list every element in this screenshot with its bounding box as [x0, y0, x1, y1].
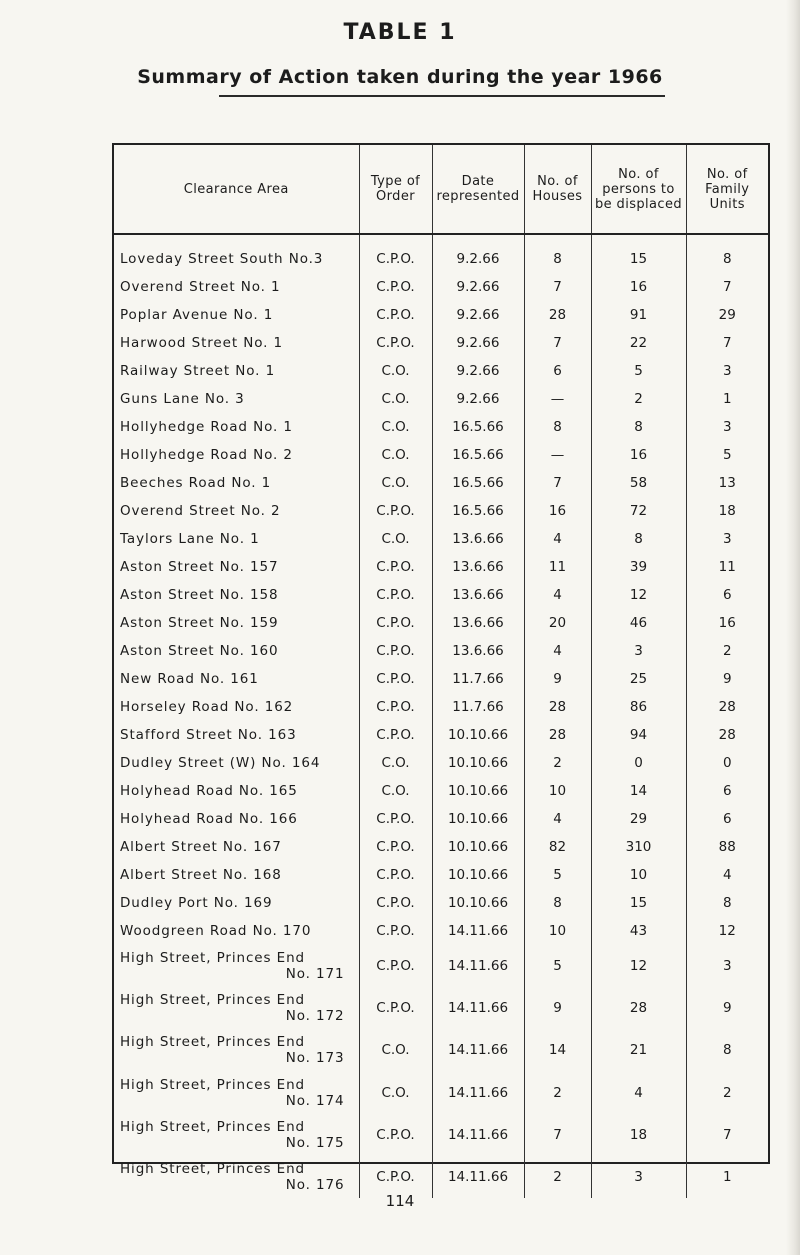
cell-type-of-order: C.P.O. [359, 805, 432, 833]
table-row [114, 357, 768, 385]
cell-date-represented: 10.10.66 [432, 777, 524, 805]
cell-family-units: 8 [686, 1029, 768, 1071]
cell-clearance-area: Loveday Street South No.3 [120, 251, 324, 267]
cell-date-represented: 14.11.66 [432, 1156, 524, 1198]
table-row [114, 637, 768, 665]
cell-type-of-order: C.P.O. [359, 637, 432, 665]
cell-persons-displaced: 29 [591, 805, 686, 833]
cell-date-represented: 13.6.66 [432, 525, 524, 553]
table-row [114, 1029, 768, 1071]
table-body [114, 234, 768, 1198]
cell-no-of-houses: 7 [524, 273, 591, 301]
page-subtitle: Summary of Action taken during the year 1966 [137, 66, 663, 88]
area-line-2: No. 175 [285, 1134, 345, 1151]
cell-clearance-area: Railway Street No. 1 [120, 363, 276, 379]
cell-type-of-order: C.P.O. [359, 234, 432, 273]
cell-type-of-order: C.P.O. [359, 987, 432, 1029]
cell-clearance-area [114, 987, 359, 1029]
cell-family-units: 28 [686, 693, 768, 721]
cell-date-represented: 9.2.66 [432, 385, 524, 413]
cell-persons-displaced: 12 [591, 581, 686, 609]
table-row [114, 273, 768, 301]
cell-persons-displaced: 43 [591, 917, 686, 945]
area-line-1: High Street, Princes End [120, 1034, 305, 1051]
cell-family-units: 3 [686, 357, 768, 385]
cell-type-of-order: C.O. [359, 525, 432, 553]
area-line-1: High Street, Princes End [120, 1118, 305, 1135]
cell-date-represented: 13.6.66 [432, 581, 524, 609]
cell-no-of-houses: 82 [524, 833, 591, 861]
cell-persons-displaced: 14 [591, 777, 686, 805]
table-row [114, 413, 768, 441]
table-row [114, 469, 768, 497]
cell-family-units: 13 [686, 469, 768, 497]
table-row [114, 301, 768, 329]
cell-no-of-houses: 10 [524, 917, 591, 945]
cell-family-units: 6 [686, 581, 768, 609]
subtitle-underline [219, 95, 665, 97]
cell-no-of-houses: 9 [524, 665, 591, 693]
cell-type-of-order: C.O. [359, 385, 432, 413]
cell-no-of-houses: 7 [524, 469, 591, 497]
cell-clearance-area: Overend Street No. 1 [120, 279, 281, 295]
cell-no-of-houses: 5 [524, 861, 591, 889]
cell-clearance-area: Dudley Street (W) No. 164 [120, 755, 321, 771]
table-row [114, 777, 768, 805]
cell-persons-displaced: 72 [591, 497, 686, 525]
header-date-represented: Date represented [432, 145, 524, 234]
cell-type-of-order: C.P.O. [359, 497, 432, 525]
cell-type-of-order: C.P.O. [359, 693, 432, 721]
page-edge [786, 0, 800, 1255]
cell-persons-displaced: 0 [591, 749, 686, 777]
cell-persons-displaced: 18 [591, 1114, 686, 1156]
cell-persons-displaced: 25 [591, 665, 686, 693]
cell-persons-displaced: 310 [591, 833, 686, 861]
cell-persons-displaced: 2 [591, 385, 686, 413]
cell-family-units: 6 [686, 777, 768, 805]
cell-persons-displaced: 46 [591, 609, 686, 637]
summary-table-frame [112, 143, 770, 1194]
cell-no-of-houses: 16 [524, 497, 591, 525]
cell-no-of-houses: 2 [524, 1072, 591, 1114]
cell-persons-displaced: 8 [591, 413, 686, 441]
cell-date-represented: 13.6.66 [432, 609, 524, 637]
cell-date-represented: 11.7.66 [432, 665, 524, 693]
cell-family-units: 0 [686, 749, 768, 777]
cell-type-of-order: C.O. [359, 1029, 432, 1071]
table-row [114, 693, 768, 721]
cell-no-of-houses: 2 [524, 1156, 591, 1198]
cell-no-of-houses: 4 [524, 525, 591, 553]
cell-clearance-area: Holyhead Road No. 166 [120, 811, 298, 827]
cell-no-of-houses: 11 [524, 553, 591, 581]
cell-type-of-order: C.O. [359, 469, 432, 497]
cell-family-units: 9 [686, 987, 768, 1029]
cell-clearance-area: Horseley Road No. 162 [120, 699, 294, 715]
cell-family-units: 29 [686, 301, 768, 329]
cell-persons-displaced: 22 [591, 329, 686, 357]
cell-type-of-order: C.P.O. [359, 581, 432, 609]
page-title: TABLE 1 [343, 20, 457, 45]
cell-clearance-area: Poplar Avenue No. 1 [120, 307, 274, 323]
cell-family-units: 2 [686, 637, 768, 665]
cell-date-represented: 9.2.66 [432, 301, 524, 329]
cell-date-represented: 16.5.66 [432, 441, 524, 469]
cell-clearance-area: Taylors Lane No. 1 [120, 531, 260, 547]
cell-no-of-houses: 4 [524, 805, 591, 833]
cell-date-represented: 13.6.66 [432, 553, 524, 581]
cell-date-represented: 16.5.66 [432, 469, 524, 497]
cell-date-represented: 9.2.66 [432, 273, 524, 301]
cell-date-represented: 14.11.66 [432, 987, 524, 1029]
cell-family-units: 16 [686, 609, 768, 637]
cell-no-of-houses: 8 [524, 889, 591, 917]
cell-family-units: 3 [686, 945, 768, 987]
cell-persons-displaced: 3 [591, 637, 686, 665]
cell-date-represented: 10.10.66 [432, 861, 524, 889]
cell-persons-displaced: 86 [591, 693, 686, 721]
table-row [114, 553, 768, 581]
cell-date-represented: 10.10.66 [432, 805, 524, 833]
cell-no-of-houses: — [524, 441, 591, 469]
cell-no-of-houses: 10 [524, 777, 591, 805]
cell-family-units: 2 [686, 1072, 768, 1114]
cell-clearance-area: Stafford Street No. 163 [120, 727, 297, 743]
cell-type-of-order: C.O. [359, 1072, 432, 1114]
cell-family-units: 8 [686, 889, 768, 917]
cell-date-represented: 10.10.66 [432, 721, 524, 749]
cell-family-units: 88 [686, 833, 768, 861]
cell-no-of-houses: 4 [524, 581, 591, 609]
cell-clearance-area: Holyhead Road No. 165 [120, 783, 298, 799]
cell-persons-displaced: 15 [591, 234, 686, 273]
cell-type-of-order: C.O. [359, 357, 432, 385]
cell-persons-displaced: 10 [591, 861, 686, 889]
header-clearance-area: Clearance Area [114, 145, 359, 234]
cell-date-represented: 9.2.66 [432, 234, 524, 273]
cell-type-of-order: C.P.O. [359, 329, 432, 357]
cell-family-units: 8 [686, 234, 768, 273]
table-row [114, 917, 768, 945]
cell-no-of-houses: 6 [524, 357, 591, 385]
table-row [114, 889, 768, 917]
table-row [114, 581, 768, 609]
table-row [114, 441, 768, 469]
cell-clearance-area: Woodgreen Road No. 170 [120, 923, 312, 939]
cell-family-units: 3 [686, 413, 768, 441]
cell-persons-displaced: 5 [591, 357, 686, 385]
area-line-1: High Street, Princes End [120, 950, 305, 967]
table-row [114, 1072, 768, 1114]
cell-type-of-order: C.P.O. [359, 301, 432, 329]
cell-date-represented: 14.11.66 [432, 1029, 524, 1071]
cell-persons-displaced: 16 [591, 273, 686, 301]
cell-persons-displaced: 4 [591, 1072, 686, 1114]
table-row [114, 721, 768, 749]
cell-date-represented: 14.11.66 [432, 1114, 524, 1156]
cell-family-units: 18 [686, 497, 768, 525]
cell-family-units: 6 [686, 805, 768, 833]
cell-clearance-area: Aston Street No. 160 [120, 643, 279, 659]
table-row [114, 609, 768, 637]
cell-no-of-houses: — [524, 385, 591, 413]
cell-persons-displaced: 58 [591, 469, 686, 497]
cell-type-of-order: C.O. [359, 749, 432, 777]
cell-no-of-houses: 9 [524, 987, 591, 1029]
cell-no-of-houses: 2 [524, 749, 591, 777]
cell-persons-displaced: 39 [591, 553, 686, 581]
cell-clearance-area: Aston Street No. 159 [120, 615, 279, 631]
table-row [114, 234, 768, 273]
cell-clearance-area: Dudley Port No. 169 [120, 895, 273, 911]
cell-clearance-area: Aston Street No. 158 [120, 587, 279, 603]
cell-type-of-order: C.O. [359, 777, 432, 805]
cell-no-of-houses: 8 [524, 413, 591, 441]
cell-clearance-area: Albert Street No. 168 [120, 867, 282, 883]
cell-no-of-houses: 28 [524, 721, 591, 749]
cell-persons-displaced: 8 [591, 525, 686, 553]
cell-family-units: 11 [686, 553, 768, 581]
cell-type-of-order: C.P.O. [359, 665, 432, 693]
cell-persons-displaced: 21 [591, 1029, 686, 1071]
cell-clearance-area: Albert Street No. 167 [120, 839, 282, 855]
table-row [114, 525, 768, 553]
header-persons-displaced: No. of persons to be displaced [591, 145, 686, 234]
cell-family-units: 28 [686, 721, 768, 749]
cell-date-represented: 14.11.66 [432, 945, 524, 987]
cell-type-of-order: C.P.O. [359, 833, 432, 861]
summary-table [114, 145, 768, 1198]
cell-type-of-order: C.P.O. [359, 553, 432, 581]
cell-clearance-area: Aston Street No. 157 [120, 559, 279, 575]
cell-persons-displaced: 3 [591, 1156, 686, 1198]
cell-no-of-houses: 28 [524, 693, 591, 721]
cell-type-of-order: C.P.O. [359, 889, 432, 917]
table-row [114, 861, 768, 889]
cell-type-of-order: C.P.O. [359, 609, 432, 637]
table-row [114, 833, 768, 861]
area-line-2: No. 174 [285, 1092, 345, 1109]
cell-persons-displaced: 91 [591, 301, 686, 329]
table-row [114, 805, 768, 833]
cell-persons-displaced: 15 [591, 889, 686, 917]
cell-no-of-houses: 7 [524, 329, 591, 357]
cell-no-of-houses: 8 [524, 234, 591, 273]
cell-date-represented: 9.2.66 [432, 329, 524, 357]
cell-date-represented: 10.10.66 [432, 749, 524, 777]
table-row [114, 329, 768, 357]
cell-date-represented: 16.5.66 [432, 413, 524, 441]
header-no-of-houses: No. of Houses [524, 145, 591, 234]
area-line-2: No. 173 [285, 1050, 345, 1067]
cell-clearance-area: Hollyhedge Road No. 2 [120, 447, 293, 463]
cell-clearance-area [114, 945, 359, 987]
area-line-2: No. 176 [285, 1177, 345, 1194]
cell-date-represented: 10.10.66 [432, 833, 524, 861]
cell-clearance-area [114, 1072, 359, 1114]
table-row [114, 1114, 768, 1156]
cell-clearance-area [114, 1114, 359, 1156]
cell-clearance-area: Harwood Street No. 1 [120, 335, 283, 351]
cell-family-units: 9 [686, 665, 768, 693]
table-row [114, 385, 768, 413]
table-row [114, 665, 768, 693]
cell-clearance-area: Beeches Road No. 1 [120, 475, 272, 491]
cell-type-of-order: C.P.O. [359, 917, 432, 945]
cell-type-of-order: C.O. [359, 441, 432, 469]
cell-family-units: 3 [686, 525, 768, 553]
cell-family-units: 1 [686, 1156, 768, 1198]
cell-no-of-houses: 4 [524, 637, 591, 665]
table-row [114, 945, 768, 987]
cell-no-of-houses: 28 [524, 301, 591, 329]
cell-family-units: 4 [686, 861, 768, 889]
cell-persons-displaced: 16 [591, 441, 686, 469]
cell-persons-displaced: 28 [591, 987, 686, 1029]
area-line-2: No. 171 [285, 966, 345, 983]
cell-no-of-houses: 14 [524, 1029, 591, 1071]
cell-clearance-area [114, 1029, 359, 1071]
cell-persons-displaced: 94 [591, 721, 686, 749]
cell-no-of-houses: 20 [524, 609, 591, 637]
area-line-2: No. 172 [285, 1008, 345, 1025]
area-line-1: High Street, Princes End [120, 1076, 305, 1093]
cell-date-represented: 13.6.66 [432, 637, 524, 665]
cell-type-of-order: C.O. [359, 413, 432, 441]
cell-family-units: 7 [686, 1114, 768, 1156]
cell-date-represented: 9.2.66 [432, 357, 524, 385]
cell-clearance-area: Hollyhedge Road No. 1 [120, 419, 293, 435]
cell-type-of-order: C.P.O. [359, 721, 432, 749]
cell-family-units: 1 [686, 385, 768, 413]
cell-type-of-order: C.P.O. [359, 1156, 432, 1198]
cell-date-represented: 14.11.66 [432, 917, 524, 945]
table-header-row [114, 145, 768, 234]
cell-type-of-order: C.P.O. [359, 273, 432, 301]
header-family-units: No. of Family Units [686, 145, 768, 234]
area-line-1: High Street, Princes End [120, 992, 305, 1009]
cell-no-of-houses: 7 [524, 1114, 591, 1156]
cell-family-units: 7 [686, 273, 768, 301]
cell-type-of-order: C.P.O. [359, 1114, 432, 1156]
cell-family-units: 12 [686, 917, 768, 945]
cell-clearance-area: Overend Street No. 2 [120, 503, 281, 519]
table-row [114, 987, 768, 1029]
cell-persons-displaced: 12 [591, 945, 686, 987]
cell-type-of-order: C.P.O. [359, 945, 432, 987]
page-number: 114 [385, 1192, 415, 1210]
cell-family-units: 5 [686, 441, 768, 469]
cell-date-represented: 11.7.66 [432, 693, 524, 721]
table-row [114, 497, 768, 525]
table-row [114, 749, 768, 777]
cell-clearance-area: New Road No. 161 [120, 671, 259, 687]
cell-family-units: 7 [686, 329, 768, 357]
cell-no-of-houses: 5 [524, 945, 591, 987]
cell-date-represented: 14.11.66 [432, 1072, 524, 1114]
header-type-of-order: Type of Order [359, 145, 432, 234]
cell-date-represented: 10.10.66 [432, 889, 524, 917]
cell-date-represented: 16.5.66 [432, 497, 524, 525]
cell-clearance-area: Guns Lane No. 3 [120, 391, 245, 407]
cell-type-of-order: C.P.O. [359, 861, 432, 889]
area-line-1: High Street, Princes End [120, 1161, 305, 1178]
